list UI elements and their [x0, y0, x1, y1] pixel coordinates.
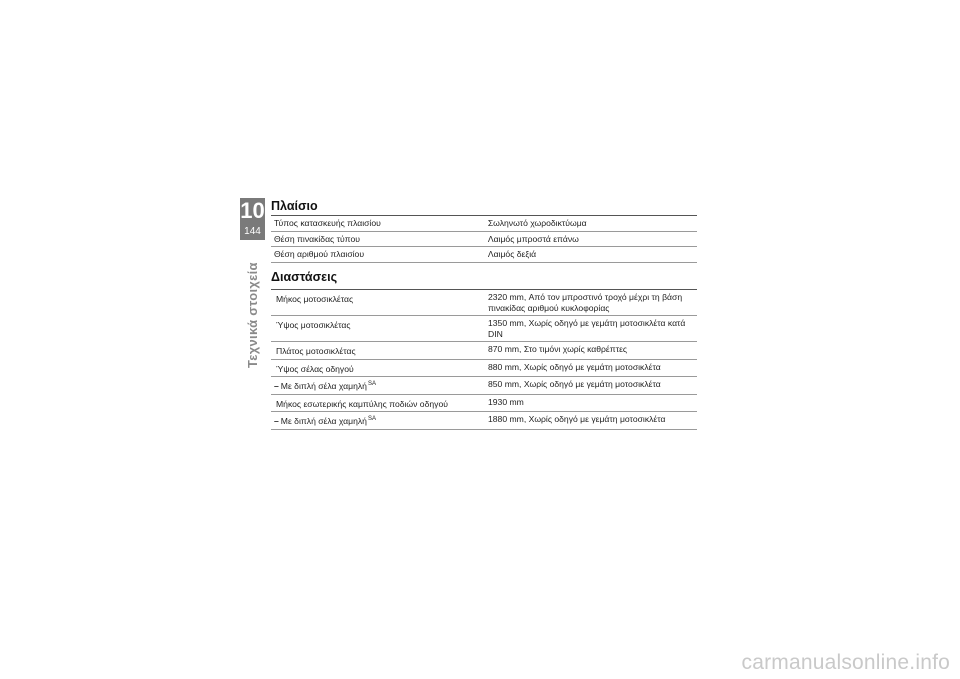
spec-label: Θέση αριθμού πλαισίου — [271, 247, 485, 263]
spec-value: 1350 mm, Χωρίς οδηγό με γεμάτη μοτοσικλέτα κατά DIN — [485, 316, 697, 342]
spec-label — [271, 290, 485, 316]
spec-label-text: Με διπλή σέλα χαμηλή — [280, 416, 367, 426]
spec-label-text: Μήκος μοτοσικλέτας — [276, 294, 354, 304]
page-number: 144 — [244, 226, 261, 237]
spec-label — [271, 412, 485, 430]
table-row — [271, 412, 697, 430]
chapter-number: 10 — [240, 198, 265, 223]
spec-label-text: Ύψος σέλας οδηγού — [276, 363, 354, 374]
spec-label: Θέση πινακίδας τύπου — [271, 231, 485, 247]
spec-label — [271, 359, 485, 377]
dimensions-table — [271, 289, 697, 430]
sub-item-dash: – — [274, 416, 279, 426]
table-row — [271, 342, 697, 360]
frame-section-title: Πλαίσιο — [271, 199, 318, 213]
spec-value: Σωληνωτό χωροδικτύωμα — [485, 216, 697, 232]
spec-label-text: Πλάτος μοτοσικλέτας — [276, 346, 356, 356]
spec-value: 1930 mm — [485, 394, 697, 412]
spec-value: 870 mm, Στο τιμόνι χωρίς καθρέπτες — [485, 342, 697, 360]
spec-label — [271, 316, 485, 342]
table-row — [271, 377, 697, 395]
table-row — [271, 216, 697, 232]
frame-table — [271, 215, 697, 263]
spec-value: 850 mm, Χωρίς οδηγό με γεμάτη μοτοσικλέτα — [485, 377, 697, 395]
spec-value: 880 mm, Χωρίς οδηγό με γεμάτη μοτοσικλέτα — [485, 359, 697, 377]
option-marker: SA — [367, 381, 376, 387]
spec-label-text: Μήκος εσωτερικής καμπύλης ποδιών οδηγού — [276, 398, 448, 409]
table-row — [271, 359, 697, 377]
table-row — [271, 394, 697, 412]
table-row — [271, 231, 697, 247]
table-row — [271, 316, 697, 342]
table-row — [271, 290, 697, 316]
spec-label — [271, 342, 485, 360]
chapter-side-title: Τεχνικά στοιχεία — [245, 262, 260, 368]
watermark: carmanualsonline.info — [741, 651, 950, 674]
spec-value: Λαιμός δεξιά — [485, 247, 697, 263]
spec-label — [271, 377, 485, 395]
sub-item-dash: – — [274, 381, 279, 391]
table-row — [271, 247, 697, 263]
option-marker: SA — [367, 416, 376, 422]
spec-value: 2320 mm, Από τον μπροστινό τροχό μέχρι τη βάση πινακίδας αριθμού κυκλοφορίας — [485, 290, 697, 316]
spec-label — [271, 394, 485, 412]
spec-label: Τύπος κατασκευής πλαισίου — [271, 216, 485, 232]
spec-label-text: Ύψος μοτοσικλέτας — [276, 320, 351, 330]
spec-value: 1880 mm, Χωρίς οδηγό με γεμάτη μοτοσικλέτα — [485, 412, 697, 430]
spec-label-text: Με διπλή σέλα χαμηλή — [280, 381, 367, 391]
dimensions-section-title: Διαστάσεις — [271, 270, 338, 284]
spec-value: Λαιμός μπροστά επάνω — [485, 231, 697, 247]
